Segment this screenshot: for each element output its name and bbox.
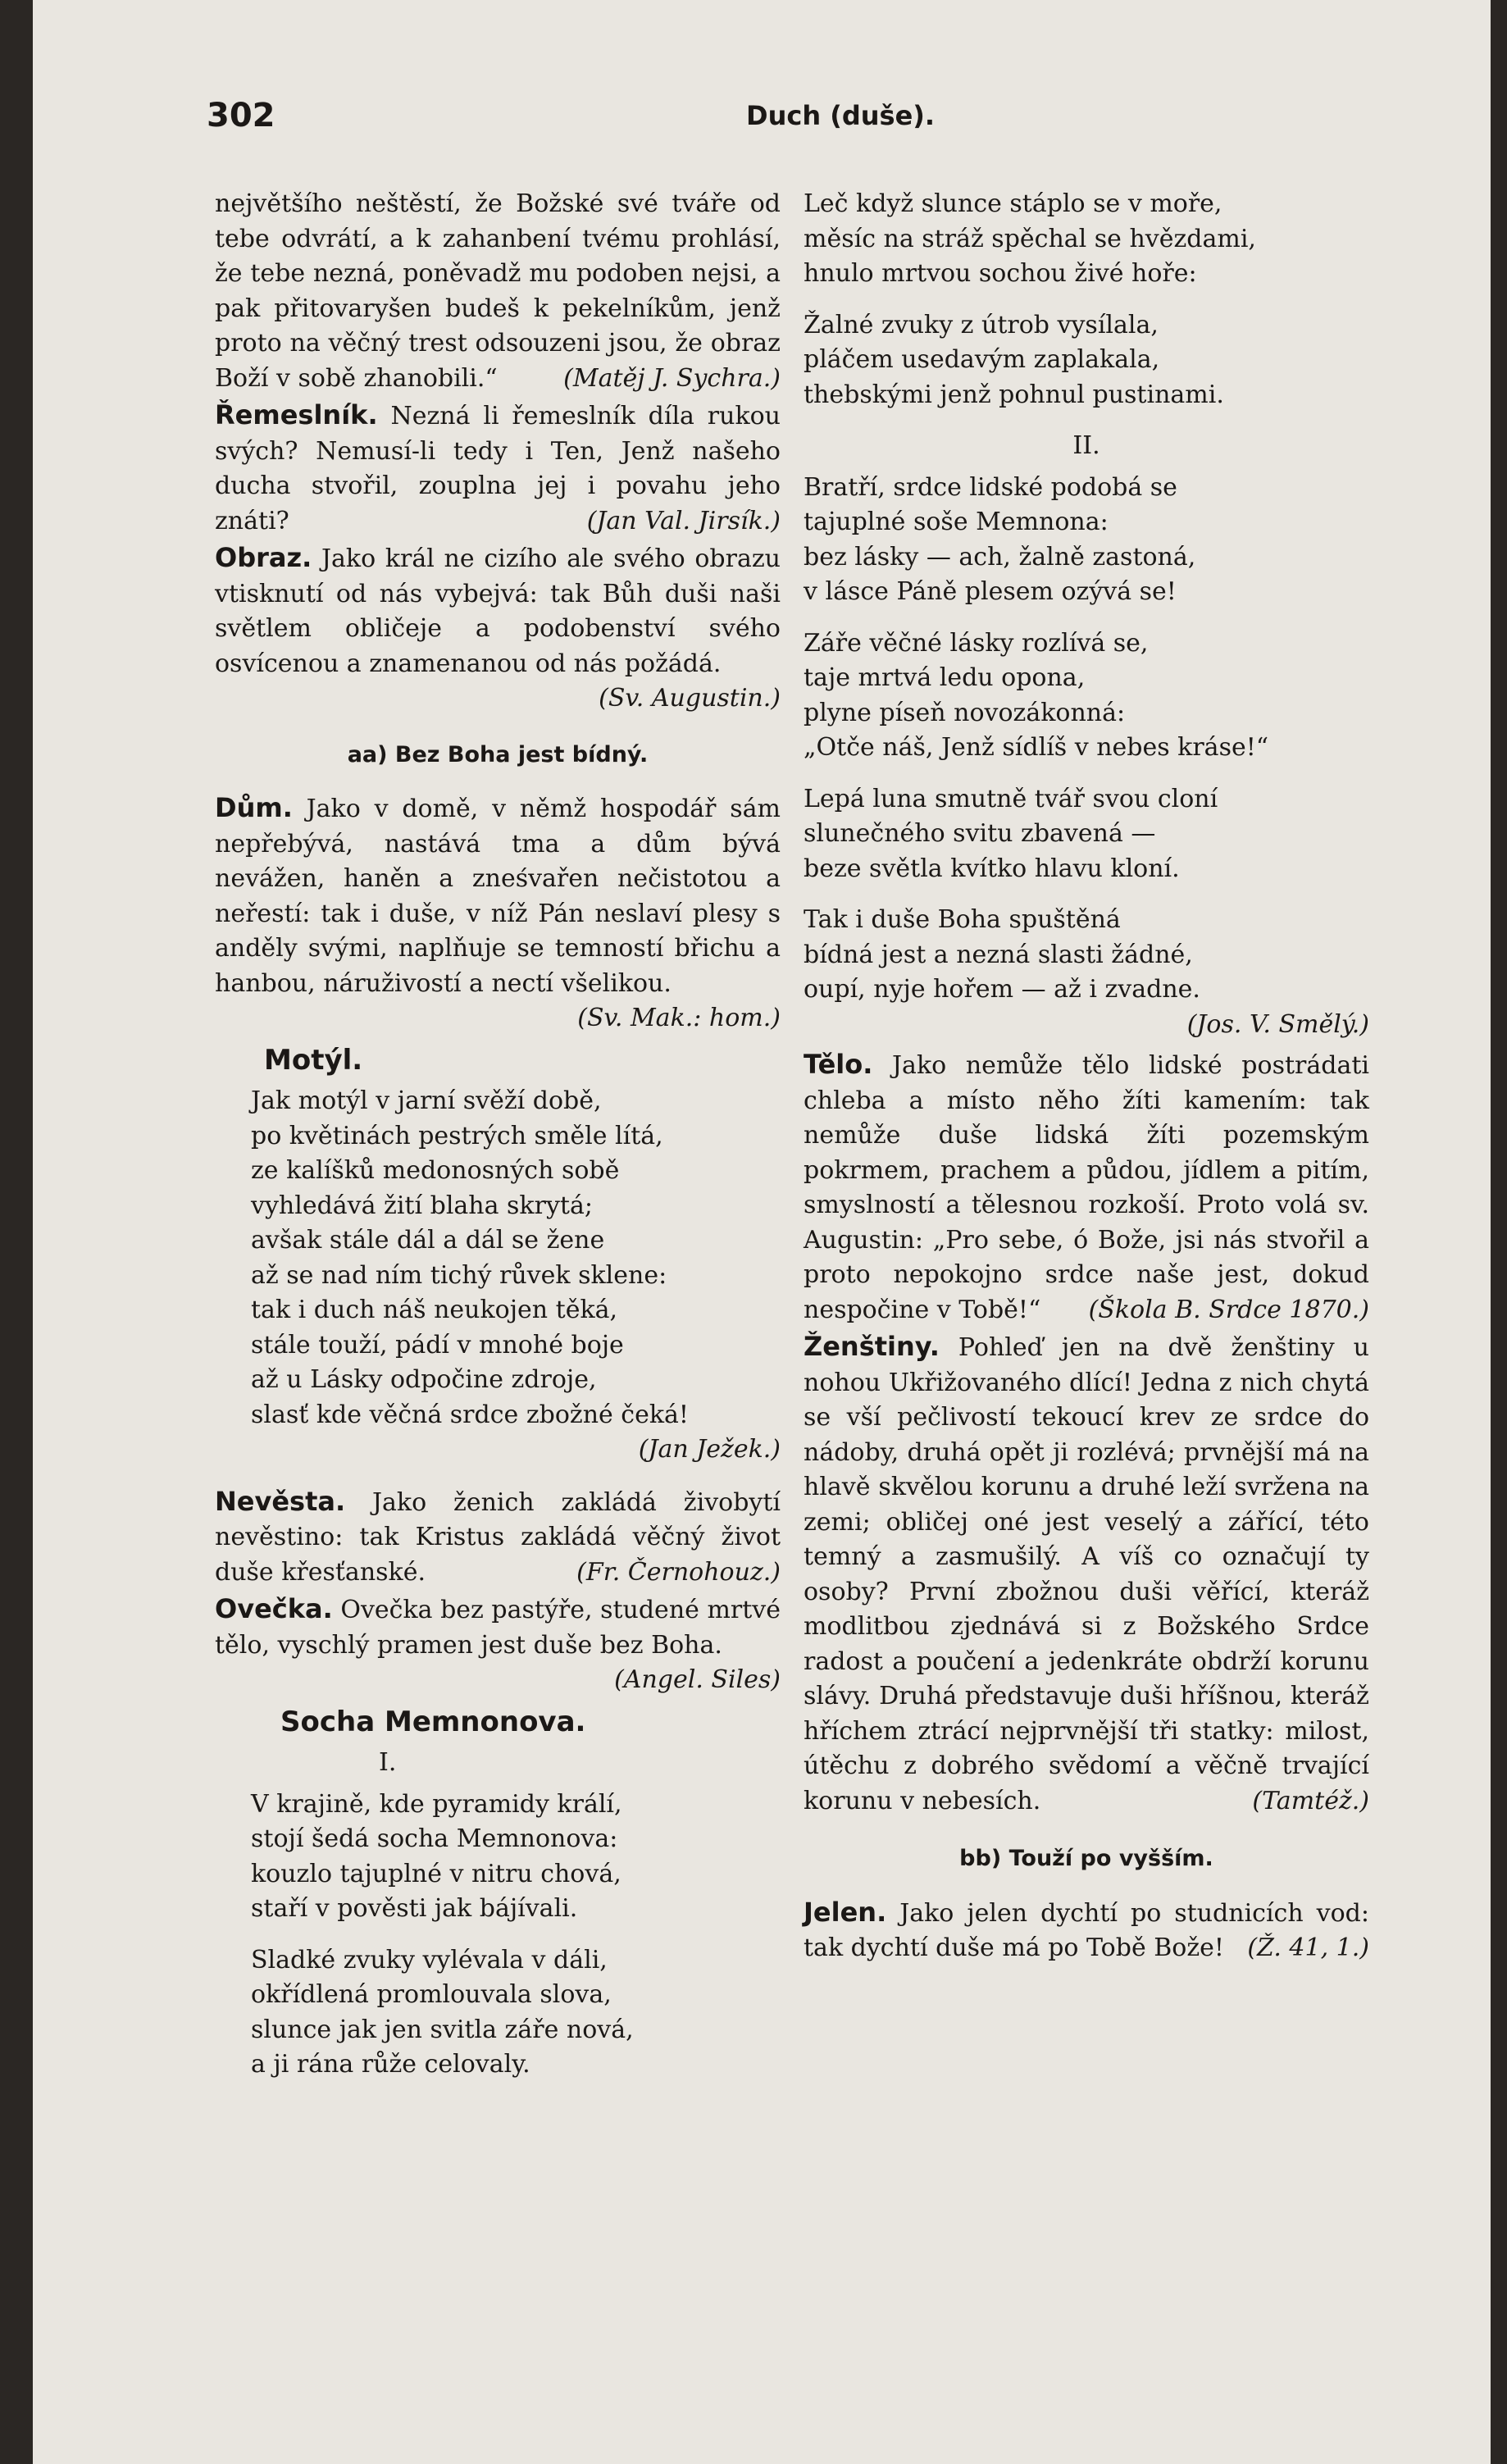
- poem-line: a ji rána růže celovaly.: [251, 2050, 530, 2079]
- poem-line: Bratří, srdce lidské podobá se: [804, 472, 1177, 502]
- poem-line: po květinách pestrých směle lítá,: [251, 1121, 663, 1150]
- paragraph-continued: největšího neštěstí, že Božské své tváře od tebe odvrátí, a k zahanbení tvému prohlásí, že tebe nezná, poněvadž mu podoben nejsi, a pak přitovaryšen budeš k pekelníkům, jenž proto na věčný trest odsouzeni jsou, že obraz Boží v sobě zhanobili.“ (Matěj J. Sychra.): [215, 187, 781, 396]
- citation: (Tamtéž.): [1252, 1786, 1369, 1815]
- entry-heading: Nevěsta.: [215, 1485, 346, 1517]
- citation: (Angel. Siles): [614, 1665, 781, 1694]
- poem-line: beze světla kvítko hlavu kloní.: [804, 854, 1180, 883]
- poem-line: vyhledává žití blaha skrytá;: [251, 1191, 593, 1220]
- poem-line: V krajině, kde pyramidy králí,: [251, 1789, 622, 1819]
- poem-line: Lepá luna smutně tvář svou cloní: [804, 784, 1218, 813]
- citation: (Ž. 41, 1.): [1247, 1933, 1369, 1962]
- entry-telo: Tělo. Jako nemůže tělo lidské postrádati chleba a místo něho žíti kamením: tak nemůže duše lidská žíti pozemským pokrmem, prachem a půdou, jídlem a pitím, smyslností a tělesnou rozkoší. Proto volá sv. Augustin: „Pro sebe, ó Bože, jsi nás stvořil a proto nepokojno srdce naše jest, dokud nespočine v Tobě!“ (Škola B. Srdce 1870.): [804, 1047, 1369, 1328]
- poem-line: staří v pověsti jak bájívali.: [251, 1894, 578, 1923]
- poem-line: Jak motýl v jarní svěží době,: [251, 1086, 602, 1115]
- poem-line: tajuplné soše Memnona:: [804, 508, 1109, 536]
- poem-line: Sladké zvuky vylévala v dáli,: [251, 1945, 608, 1974]
- entry-zenstiny: Ženštiny. Pohleď jen na dvě ženštiny u nohou Ukřižovaného dlící! Jedna z nich chytá se vší pečlivostí tekoucí krev ze srdce do nádoby, druhá opět ji rozlévá; prvnější má na hlavě skvělou korunu a druhé leží svržena na zemi; obličej oné jest veselý a zářící, této temný a zasmušilý. A víš co označují ty osoby? První zbožnou duši věřící, kteráž modlitbou zjednává si z Božského Srdce radost a poučení a jedenkráte obdrží korunu slávy. Druhá představuje duši hříšnou, kteráž hříchem ztrácí nejprvnější tři statky: milost, útěchu z dobrého svědomí a věčně trvající korunu v nebesích. (Tamtéž.): [804, 1329, 1369, 1819]
- entry-obraz: Obraz. Jako král ne cizího ale svého obrazu vtisknutí od nás vybejvá: tak Bůh duši naši světlem obličeje a podobenství svého osvícenou a znamenanou od nás požádá. (Sv. Augustin.): [215, 540, 781, 681]
- poem-line: až u Lásky odpočine zdroje,: [251, 1365, 597, 1394]
- citation: (Jos. V. Smělý.): [1186, 1009, 1369, 1039]
- left-column: [215, 187, 781, 2099]
- poem-line: thebskými jenž pohnul pustinami.: [804, 380, 1224, 409]
- poem-line: tak i duch náš neukojen těká,: [251, 1296, 618, 1324]
- entry-dum: Dům. Jako v domě, v němž hospodář sám nepřebývá, nastává tma a dům bývá nevážen, haněn a zneśvařen nečistotou a neřestí: tak i duše, v níž Pán neslaví plesy s anděly svými, naplňuje se temností břichu a hanbou, náruživostí a nectí všelikou. (Sv. Mak.: hom.): [215, 790, 781, 1001]
- poem-line: slunečného svitu zbavená —: [804, 819, 1156, 848]
- poem-motyl: [251, 1084, 781, 1468]
- entry-heading: Obraz.: [215, 542, 312, 573]
- poem-stanza: [251, 1943, 781, 2083]
- poem-line: bez lásky — ach, žalně zastoná,: [804, 542, 1196, 572]
- citation: (Škola B. Srdce 1870.): [1088, 1295, 1369, 1324]
- section-subheading: bb) Touží po vyšším.: [959, 1846, 1213, 1871]
- poem-stanza: [804, 471, 1369, 610]
- poem-line: stojí šedá socha Memnonova:: [251, 1824, 618, 1853]
- poem-line: Tak i duše Boha spuštěná: [804, 905, 1121, 934]
- poem-line: slasť kde věčná srdce zbožné čeká!: [251, 1400, 689, 1429]
- citation: (Fr. Černohouz.): [576, 1557, 781, 1587]
- poem-line: Leč když slunce stáplo se v moře,: [804, 189, 1222, 218]
- poem-line: plyne píseň novozákonná:: [804, 698, 1126, 727]
- poem-line: hnulo mrtvou sochou živé hoře:: [804, 259, 1197, 288]
- poem-line: slunce jak jen svitla záře nová,: [251, 2015, 634, 2044]
- poem-line: až se nad ním tichý růvek sklene:: [251, 1260, 667, 1290]
- entry-heading: Ženštiny.: [804, 1331, 940, 1362]
- poem-line: oupí, nyje hořem — až i zvadne.: [804, 975, 1200, 1004]
- entry-heading: Tělo.: [804, 1049, 873, 1080]
- poem-line: taje mrtvá ledu opona,: [804, 663, 1086, 692]
- citation: (Matěj J. Sychra.): [563, 363, 781, 393]
- entry-nevesta: Nevěsta. Jako ženich zakládá živobytí nevěstino: tak Kristus zakládá věčný život duše křesťanské. (Fr. Černohouz.): [215, 1484, 781, 1591]
- poem-line: Žalné zvuky z útrob vysílala,: [804, 310, 1159, 339]
- citation: (Jan Ježek.): [638, 1435, 781, 1464]
- section-subheading: aa) Bez Boha jest bídný.: [347, 741, 649, 767]
- poem-line: kouzlo tajuplné v nitru chová,: [251, 1859, 621, 1888]
- poem-stanza: [804, 903, 1369, 1042]
- poem-stanza: [804, 626, 1369, 766]
- citation: (Sv. Mak.: hom.): [577, 1004, 781, 1032]
- poem-title: Socha Memnonova.: [280, 1705, 586, 1738]
- entry-ovecka: Ovečka. Ovečka bez pastýře, studené mrtvé tělo, vyschlý pramen jest duše bez Boha. (Angel. Siles): [215, 1592, 781, 1663]
- poem-stanza: [804, 782, 1369, 887]
- poem-line: ze kalíšků medonosných sobě: [251, 1156, 620, 1185]
- poem-stanza: [804, 308, 1369, 413]
- poem-stanza: [251, 1788, 781, 1927]
- poem-line: měsíc na stráž spěchal se hvězdami,: [804, 224, 1256, 253]
- page-number: 302: [207, 97, 275, 134]
- entry-heading: Ovečka.: [215, 1593, 333, 1624]
- citation: (Jan Val. Jirsík.): [586, 506, 781, 535]
- poem-title: Motýl.: [264, 1043, 363, 1077]
- book-page: [33, 0, 1491, 2464]
- poem-line: pláčem usedavým zaplakala,: [804, 345, 1160, 374]
- poem-line: stále touží, pádí v mnohé boje: [251, 1330, 624, 1360]
- poem-part-numeral: I.: [379, 1748, 397, 1777]
- poem-stanza: [804, 187, 1369, 292]
- poem-line: Záře věčné lásky rozlívá se,: [804, 628, 1149, 658]
- poem-line: okřídlená promlouvala slova,: [251, 1980, 612, 2009]
- citation: (Sv. Augustin.): [599, 684, 781, 713]
- poem-line: v lásce Páně plesem ozývá se!: [804, 577, 1177, 606]
- entry-jelen: Jelen. Jako jelen dychtí po studnicích vod: tak dychtí duše má po Tobě Bože! (Ž. 41, 1.): [804, 1895, 1369, 1966]
- poem-line: „Otče náš, Jenž sídlíš v nebes kráse!“: [804, 733, 1269, 762]
- page-header: [33, 97, 1491, 138]
- right-column: [804, 187, 1369, 1968]
- entry-remeslnik: Řemeslník. Nezná li řemeslník díla rukou svých? Nemusí-li tedy i Ten, Jenž našeho ducha stvořil, zouplna jej i povahu jeho znáti? (Jan Val. Jirsík.): [215, 398, 781, 539]
- poem-part-numeral: II.: [1072, 431, 1100, 460]
- entry-heading: Dům.: [215, 792, 293, 823]
- running-head: Duch (duše).: [746, 100, 936, 131]
- poem-line: bídná jest a nezná slasti žádné,: [804, 940, 1193, 969]
- entry-heading: Jelen.: [804, 1896, 887, 1928]
- entry-heading: Řemeslník.: [215, 399, 378, 430]
- poem-line: avšak stále dál a dál se žene: [251, 1226, 605, 1255]
